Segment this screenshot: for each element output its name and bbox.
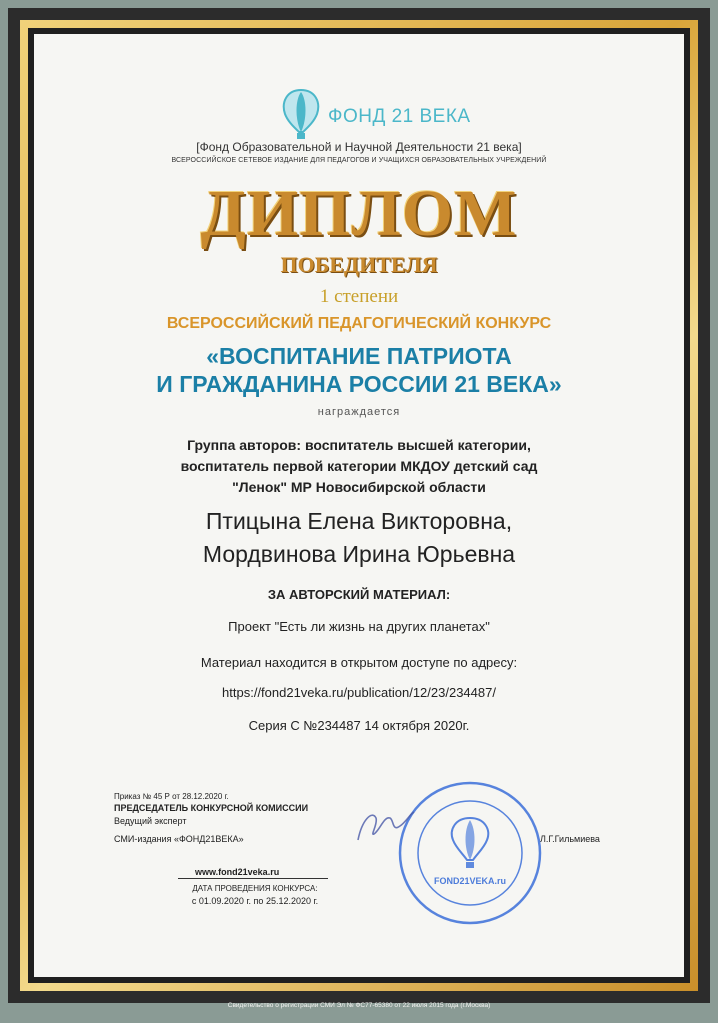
recipient-name1: Птицына Елена Викторовна, xyxy=(205,508,513,534)
project-title: Проект "Есть ли жизнь на других планетах" xyxy=(228,619,490,634)
series-number: Серия С №234487 14 октября 2020г. xyxy=(248,718,470,733)
site-url: www.fond21veka.ru xyxy=(195,867,280,877)
signer-name: Л.Г.Гильмиева xyxy=(540,834,600,844)
diploma-subtitle: ПОБЕДИТЕЛЯ xyxy=(280,252,438,277)
registration-footer: Свидетельство о регистрации СМИ Эл № ФС77-65380 от 22 июля 2015 года (г.Москва) xyxy=(227,1002,491,1009)
fund-subtitle: ВСЕРОССИЙСКОЕ СЕТЕВОЕ ИЗДАНИЕ ДЛЯ ПЕДАГОГОВ И УЧАЩИХСЯ ОБРАЗОВАТЕЛЬНЫХ УЧРЕЖДЕНИЙ xyxy=(171,157,547,164)
awarded-label: награждается xyxy=(317,406,401,418)
expert-title: Ведущий эксперт xyxy=(114,816,187,826)
contest-date-label: ДАТА ПРОВЕДЕНИЯ КОНКУРСА: xyxy=(192,884,318,893)
diploma-degree: 1 степени xyxy=(319,286,399,307)
authors-line2: воспитатель первой категории МКДОУ детский сад xyxy=(180,458,538,474)
publication-url: https://fond21veka.ru/publication/12/23/234487/ xyxy=(222,685,496,700)
contest-date-range: с 01.09.2020 г. по 25.12.2020 г. xyxy=(191,896,319,906)
contest-name: ВСЕРОССИЙСКИЙ ПЕДАГОГИЧЕСКИЙ КОНКУРС xyxy=(166,315,552,332)
authors-line3: "Ленок" МР Новосибирской области xyxy=(232,479,486,495)
signature-icon xyxy=(350,800,420,850)
for-material-label: ЗА АВТОРСКИЙ МАТЕРИАЛ: xyxy=(267,587,451,602)
diploma-title: ДИПЛОМ xyxy=(200,177,518,250)
logo-text: ФОНД 21 ВЕКА xyxy=(328,106,471,127)
recipient-name2: Мордвинова Ирина Юрьевна xyxy=(202,541,516,567)
contest-title-line1: «ВОСПИТАНИЕ ПАТРИОТА xyxy=(206,343,512,369)
balloon-logo-icon xyxy=(279,88,323,140)
smi-title: СМИ-издания «ФОНД21ВЕКА» xyxy=(114,834,244,844)
fund-full-name: [Фонд Образовательной и Научной Деятельности 21 века] xyxy=(196,140,522,154)
chair-title: ПРЕДСЕДАТЕЛЬ КОНКУРСНОЙ КОМИССИИ xyxy=(114,803,309,813)
order-number: Приказ № 45 Р от 28.12.2020 г. xyxy=(114,792,229,801)
contest-title-line2: И ГРАЖДАНИНА РОССИИ 21 ВЕКА» xyxy=(156,371,562,397)
stamp-text: FOND21VEKA.ru xyxy=(433,876,507,886)
access-note: Материал находится в открытом доступе по адресу: xyxy=(200,655,518,670)
authors-line1: Группа авторов: воспитатель высшей категории, xyxy=(187,437,531,453)
divider xyxy=(178,878,328,879)
